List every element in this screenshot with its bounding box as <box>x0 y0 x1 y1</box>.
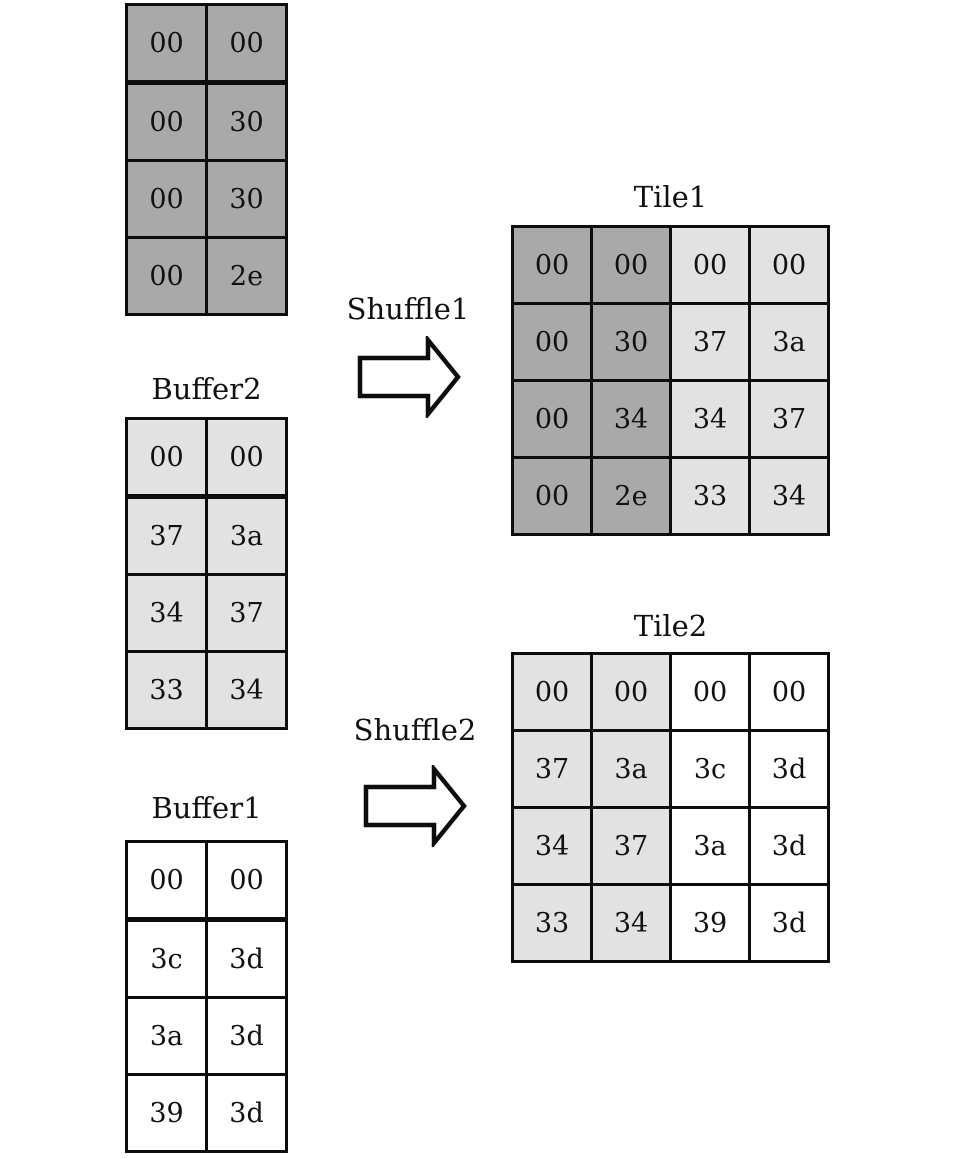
table-row <box>127 575 287 652</box>
cell: 33 <box>671 458 750 535</box>
table-row <box>513 654 829 731</box>
cell: 37 <box>127 497 207 575</box>
cell: 00 <box>513 227 592 304</box>
table-row <box>127 652 287 729</box>
table-row <box>127 842 287 920</box>
cell: 3a <box>750 304 829 381</box>
table-row <box>127 920 287 998</box>
table-row <box>127 497 287 575</box>
cell: 00 <box>127 83 207 161</box>
table-row <box>127 1075 287 1152</box>
cell: 33 <box>127 652 207 729</box>
cell: 37 <box>750 381 829 458</box>
cell: 00 <box>513 381 592 458</box>
cell: 34 <box>207 652 287 729</box>
cell: 00 <box>127 161 207 238</box>
cell: 3a <box>127 998 207 1075</box>
table-row <box>127 161 287 238</box>
cell: 30 <box>592 304 671 381</box>
table-row <box>513 381 829 458</box>
cell: 00 <box>127 419 207 497</box>
cell: 3a <box>207 497 287 575</box>
cell: 00 <box>207 5 287 83</box>
cell: 00 <box>127 842 207 920</box>
cell: 00 <box>127 238 207 315</box>
buffer2-label: Buffer2 <box>151 372 262 406</box>
cell: 2e <box>592 458 671 535</box>
cell: 30 <box>207 83 287 161</box>
table-row <box>127 238 287 315</box>
cell: 00 <box>207 419 287 497</box>
shuffle1-label: Shuffle1 <box>346 292 470 326</box>
buffer2-table <box>125 417 288 730</box>
cell: 00 <box>592 654 671 731</box>
cell: 34 <box>592 885 671 962</box>
cell: 00 <box>750 227 829 304</box>
cell: 3d <box>207 920 287 998</box>
cell: 37 <box>671 304 750 381</box>
cell: 3d <box>750 731 829 808</box>
tile2-table <box>511 652 830 963</box>
cell: 37 <box>592 808 671 885</box>
table-row <box>127 83 287 161</box>
table-row <box>513 808 829 885</box>
cell: 00 <box>513 458 592 535</box>
cell: 30 <box>207 161 287 238</box>
shuffle2-arrow-right-icon <box>362 765 468 847</box>
table-row <box>513 885 829 962</box>
cell: 00 <box>671 227 750 304</box>
cell: 00 <box>750 654 829 731</box>
cell: 33 <box>513 885 592 962</box>
cell: 3a <box>592 731 671 808</box>
cell: 00 <box>127 5 207 83</box>
cell: 3c <box>671 731 750 808</box>
cell: 00 <box>592 227 671 304</box>
tile1-label: Tile1 <box>633 180 708 214</box>
cell: 34 <box>592 381 671 458</box>
buffer-top-table <box>125 3 288 316</box>
cell: 3d <box>207 998 287 1075</box>
table-row <box>513 227 829 304</box>
table-row <box>127 5 287 83</box>
cell: 3d <box>207 1075 287 1152</box>
cell: 3d <box>750 885 829 962</box>
buffer1-table <box>125 840 288 1153</box>
table-row <box>127 419 287 497</box>
cell: 3a <box>671 808 750 885</box>
table-row <box>513 304 829 381</box>
buffer1-label: Buffer1 <box>151 791 262 825</box>
cell: 37 <box>513 731 592 808</box>
cell: 34 <box>127 575 207 652</box>
cell: 00 <box>513 304 592 381</box>
cell: 00 <box>513 654 592 731</box>
table-row <box>127 998 287 1075</box>
cell: 39 <box>127 1075 207 1152</box>
tile2-label: Tile2 <box>633 609 708 643</box>
shuffle1-arrow-right-icon <box>356 336 462 418</box>
cell: 3c <box>127 920 207 998</box>
table-row <box>513 731 829 808</box>
table-row <box>513 458 829 535</box>
cell: 34 <box>513 808 592 885</box>
cell: 2e <box>207 238 287 315</box>
cell: 00 <box>671 654 750 731</box>
cell: 00 <box>207 842 287 920</box>
cell: 37 <box>207 575 287 652</box>
shuffle2-label: Shuffle2 <box>353 713 477 747</box>
cell: 34 <box>671 381 750 458</box>
cell: 3d <box>750 808 829 885</box>
cell: 39 <box>671 885 750 962</box>
tile1-table <box>511 225 830 536</box>
cell: 34 <box>750 458 829 535</box>
